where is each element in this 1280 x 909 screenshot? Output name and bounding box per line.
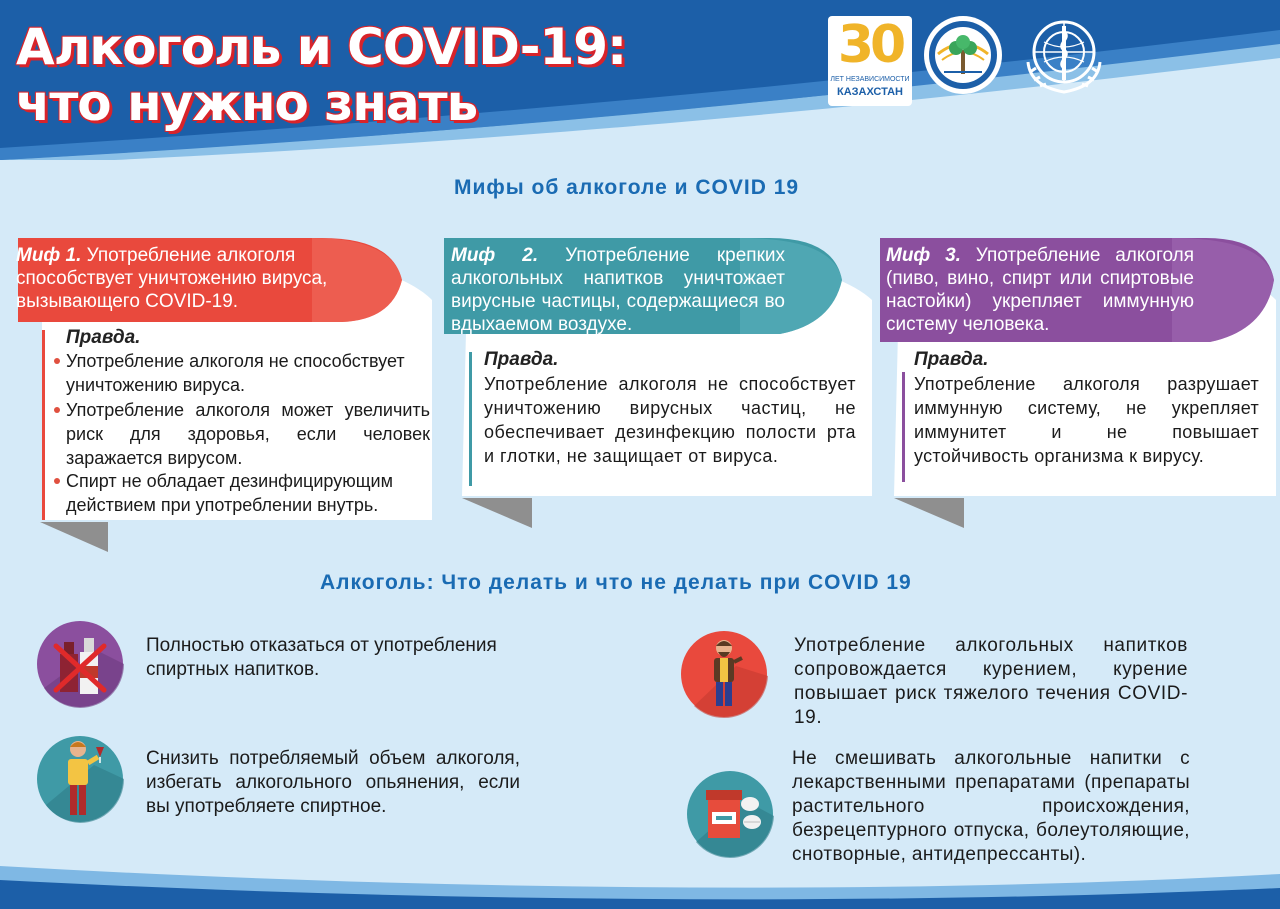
footer-background: [0, 860, 1280, 909]
advice-4-text: Не смешивать алкогольные напитки с лекарственными препаратами (препараты растительного происхождения, безрецептурного отпуска, болеутоляющие, снотворные, антидепрессанты).: [792, 748, 1190, 865]
myth-1-text: Употребление алкоголя способствует уничтожению вируса, вызывающего COVID-19.: [16, 245, 328, 312]
advice-section-title: Алкоголь: Что делать и что не делать при COVID 19: [320, 571, 912, 594]
logo-30-country: КАЗАХСТАН: [837, 86, 903, 98]
myth-1-bullet-2: [54, 407, 60, 413]
advice-1-text: Полностью отказаться от употребления спиртных напитков.: [146, 635, 497, 680]
smoking-man-icon: [680, 630, 768, 718]
myth-2-statement: [451, 244, 785, 336]
myth-2-truth-heading: Правда.: [484, 349, 559, 370]
myth-1-truth-point-2: Употребление алкоголя может увеличить риск для здоровья, если человек заражается вирусом.: [66, 400, 430, 468]
myth-3-truth-heading: Правда.: [914, 349, 989, 370]
myth-1-statement: [16, 244, 376, 313]
logo-30-caption: ЛЕТ НЕЗАВИСИМОСТИ: [830, 76, 910, 83]
myth-3-statement: [886, 244, 1194, 336]
who-emblem-logo: [1020, 12, 1108, 98]
myth-1-label: Миф 1.: [16, 245, 82, 266]
myths-section-title: Мифы об алкоголе и COVID 19: [454, 176, 800, 199]
logo-30-years: [828, 16, 912, 106]
myth-3-text: Употребление алкоголя (пиво, вино, спирт или спиртовые настойки) укрепляет иммунную систему человека.: [886, 245, 1194, 335]
myth-1-truth-point-1: Употребление алкоголя не способствует уничтожению вируса.: [66, 351, 405, 395]
advice-2-text: Употребление алкогольных напитков сопровождается курением, курение повышает риск тяжелого течения COVID-19.: [794, 635, 1188, 728]
ministry-emblem-logo: [922, 14, 1004, 96]
myth-1-bullet-1: [54, 358, 60, 364]
myth-2-label: Миф 2.: [451, 245, 539, 266]
man-with-glass-icon: [36, 735, 124, 823]
myth-1-truth-point-3: Спирт не обладает дезинфицирующим действием при употреблении внутрь.: [66, 471, 393, 515]
medicine-pills-icon: [686, 770, 774, 858]
no-alcohol-icon: [36, 620, 124, 708]
page-title-line-1: Алкоголь и COVID-19:: [16, 18, 627, 76]
myth-2-truth-text: Употребление алкоголя не способствует уничтожению вирусных частиц, не обеспечивает дезинфекцию полости рта и глотки, не защищает от вируса.: [484, 374, 856, 466]
myth-3-truth-bar: [902, 372, 905, 482]
logo-30-number: 30: [837, 15, 903, 75]
myth-1-truth-bar: [42, 330, 45, 520]
myth-3-truth-text: Употребление алкоголя разрушает иммунную систему, не укрепляет иммунитет и не повышает устойчивость организма к вирусу.: [914, 374, 1259, 466]
myth-2-text: Употребление крепких алкогольных напитков уничтожает вирусные частицы, содержащиеся во вдыхаемом воздухе.: [451, 245, 785, 335]
myth-3-label: Миф 3.: [886, 245, 961, 266]
advice-3-text: Снизить потребляемый объем алкоголя, избегать алкогольного опьянения, если вы употребляете спиртное.: [146, 748, 520, 817]
page-title-line-2: что нужно знать: [16, 74, 478, 132]
myth-1-truth-heading: Правда.: [66, 327, 141, 348]
myth-2-truth-bar: [469, 352, 472, 486]
myth-1-bullet-3: [54, 478, 60, 484]
